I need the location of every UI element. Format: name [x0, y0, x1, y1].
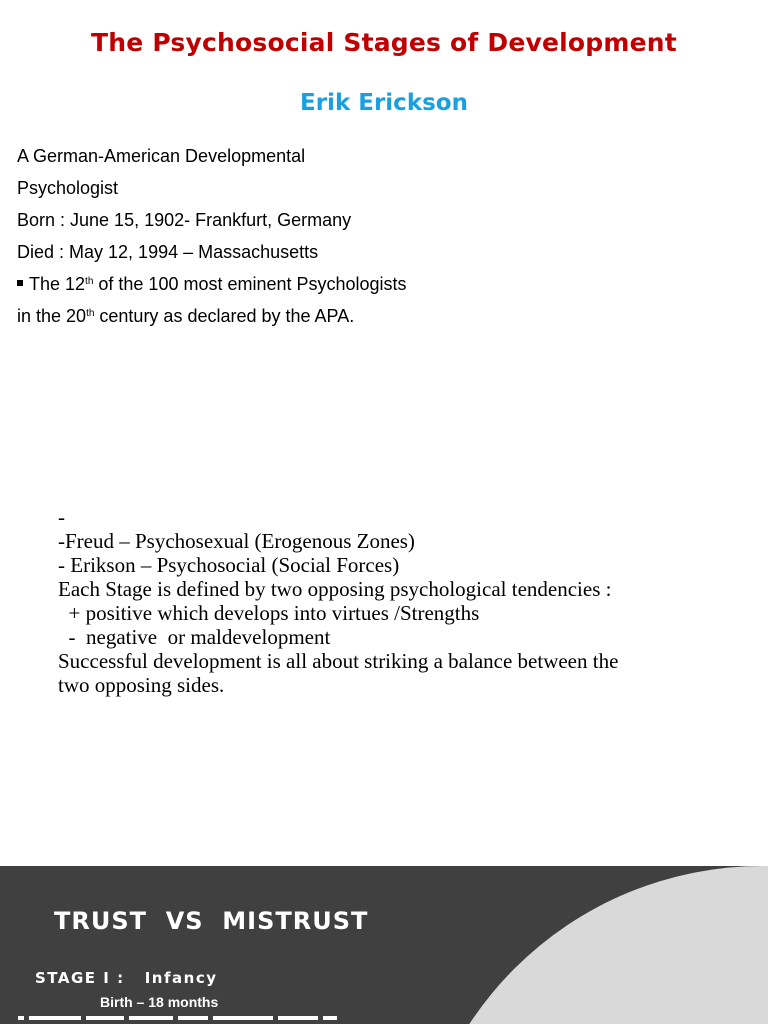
- bio-line: Born : June 15, 1902- Frankfurt, Germany: [17, 210, 352, 230]
- bio-line: Psychologist: [17, 178, 119, 198]
- notes-section: [58, 505, 748, 697]
- cut-off-text-line: [18, 1016, 388, 1022]
- stage-age-range: Birth – 18 months: [100, 994, 219, 1010]
- notes-line: Each Stage is defined by two opposing psychological tendencies :: [58, 577, 612, 601]
- century-text-post: century as declared by the APA.: [94, 306, 355, 326]
- century-sup: th: [86, 308, 95, 319]
- page-subtitle: Erik Erickson: [300, 90, 468, 116]
- notes-line: + positive which develops into virtues /Strengths: [58, 601, 480, 625]
- stage-label: STAGE I : Infancy: [35, 969, 218, 987]
- century-text-pre: in the 20: [17, 306, 87, 326]
- ranking-text-pre: The 12: [29, 274, 86, 294]
- bio-line-ranking: [17, 268, 517, 300]
- next-slide-preview: [0, 866, 768, 1024]
- slide-title: TRUST VS MISTRUST: [54, 907, 369, 935]
- bio-line-century: [17, 300, 517, 332]
- notes-line: two opposing sides.: [58, 673, 225, 697]
- page-title: The Psychosocial Stages of Development: [91, 28, 677, 57]
- ranking-text-post: of the 100 most eminent Psychologists: [93, 274, 407, 294]
- slide-decorative-arc: [412, 866, 768, 1024]
- notes-line: - Erikson – Psychosocial (Social Forces): [58, 553, 400, 577]
- bio-line: Died : May 12, 1994 – Massachusetts: [17, 242, 319, 262]
- square-bullet-icon: [17, 280, 23, 286]
- notes-line: -: [58, 505, 65, 529]
- ranking-sup: th: [85, 276, 94, 287]
- notes-line: Successful development is all about striking a balance between the: [58, 649, 619, 673]
- bio-section: [17, 140, 517, 332]
- bio-line: A German-American Developmental: [17, 146, 306, 166]
- notes-line: -Freud – Psychosexual (Erogenous Zones): [58, 529, 415, 553]
- notes-line: - negative or maldevelopment: [58, 625, 331, 649]
